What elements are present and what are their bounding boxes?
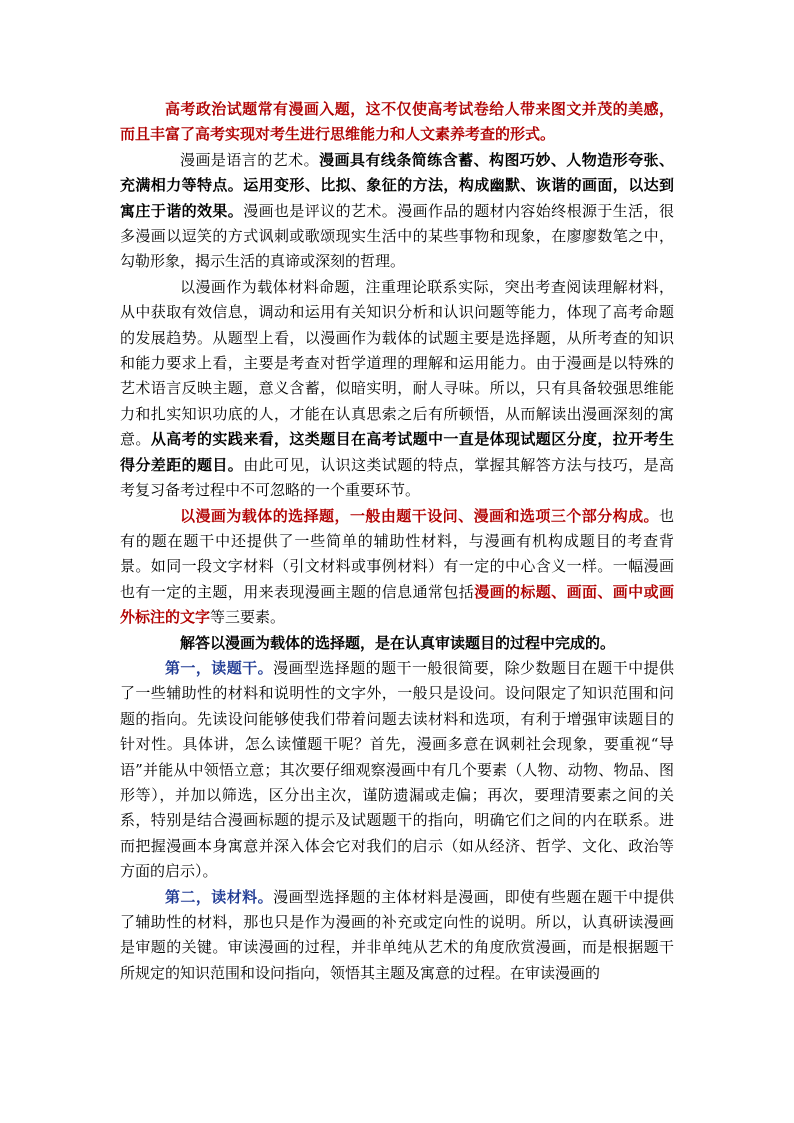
step-one-body: 漫画型选择题的题干一般很简要，除少数题目在题干中提供了一些辅助性的材料和说明性的文字外，一般只是设问。设问限定了知识范围和问题的指向。先读设问能够使我们带着问题去读材料和选项，有利于增强审读题目的针对性。具体讲，怎么读懂题干呢？首先，漫画多意在讽刺社会现象，要重视“导语”并能从中领悟立意；其次要仔细观察漫画中有几个要素（人物、动物、物品、图形等），并加以筛选，区分出主次，谨防遗漏或走偏；再次，要理清要素之间的关系，特别是结合漫画标题的提示及试题题干的指向，明确它们之间的内在联系。进而把握漫画本身寓意并深入体会它对我们的启示（如从经济、哲学、文化、政治等方面的启示）。 — [120, 658, 674, 881]
paragraph-comic-art — [120, 148, 674, 275]
paragraph-step-one — [120, 656, 674, 885]
paragraph-answer-process: 解答以漫画为载体的选择题，是在认真审读题目的过程中完成的。 — [180, 633, 616, 652]
step-two-body: 漫画型选择题的主体材料是漫画，即使有些题在题干中提供了辅助性的材料，那也只是作为漫画的补充或定向性的说明。所以，认真研读漫画是审题的关键。审读漫画的过程，并非单纯从艺术的角度欣赏漫画，而是根据题干所规定的知识范围和设问指向，领悟其主题及寓意的过程。在审读漫画的 — [120, 887, 674, 982]
paragraph-step-two — [120, 885, 674, 987]
conclusion-text: 由此可见，认识这类试题的特点，掌握其解答方法与技巧，是高考复习备考过程中不可忽略的一个重要环节。 — [120, 455, 674, 500]
three-elements-highlight: 漫画的标题、画面、画中或画外标注的文字 — [120, 582, 674, 627]
comic-material-text: 以漫画作为载体材料命题，注重理论联系实际，突出考查阅读理解材料，从中获取有效信息，调动和运用有关知识分析和认识问题等能力，体现了高考命题的发展趋势。从题型上看，以漫画作为载体的试题主要是选择题，从所考查的知识和能力要求上看，主要是考查对哲学道理的理解和运用能力。由于漫画是以特殊的艺术语言反映主题，意义含蓄，似暗实明，耐人寻味。所以，只有具备较强思维能力和扎实知识功底的人，才能在认真思索之后有所顿悟，从而解读出漫画深刻的寓意。 — [120, 277, 674, 449]
comic-commentary-text: 漫画也是评议的艺术。漫画作品的题材内容始终根源于生活，很多漫画以逗笑的方式讽刺或歌颂现实生活中的某些事物和现象，在廖廖数笔之中，勾勒形象，揭示生活的真谛或深刻的哲理。 — [120, 201, 674, 271]
step-two-heading: 第二，读材料。 — [165, 887, 274, 906]
paragraph-comic-material — [120, 275, 674, 504]
step-one-heading: 第一，读题干。 — [165, 658, 274, 677]
structure-body: 也有的题在题干中还提供了一些简单的辅助性材料，与漫画有机构成题目的考查背景。如同一段文字材料（引文材料或事例材料）有一定的中心含义一样。一幅漫画也有一定的主题，用来表现漫画主题的信息通常包括 — [120, 506, 674, 601]
paragraph-question-structure — [120, 504, 674, 631]
exam-practice-text: 从高考的实践来看，这类题目在高考试题中一直是体现试题区分度，拉开考生得分差距的题目。 — [120, 430, 674, 474]
intro-paragraph: 高考政治试题常有漫画入题，这不仅使高考试卷给人带来图文并茂的美感，而且丰富了高考实现对考生进行思维能力和人文素养考查的形式。 — [120, 100, 674, 144]
structure-highlight: 以漫画为载体的选择题，一般由题干设问、漫画和选项三个部分构成。 — [180, 506, 659, 525]
comic-features-text: 漫画具有线条简练含蓄、构图巧妙、人物造形夸张、充满相力等特点。运用变形、比拟、象征的方法，构成幽默、诙谐的画面，以达到寓庄于谐的效果。 — [120, 150, 674, 220]
document-page — [120, 97, 674, 986]
three-elements-tail: 等三要素。 — [210, 608, 286, 627]
comic-art-lead: 漫画是语言的艺术。 — [180, 150, 320, 169]
